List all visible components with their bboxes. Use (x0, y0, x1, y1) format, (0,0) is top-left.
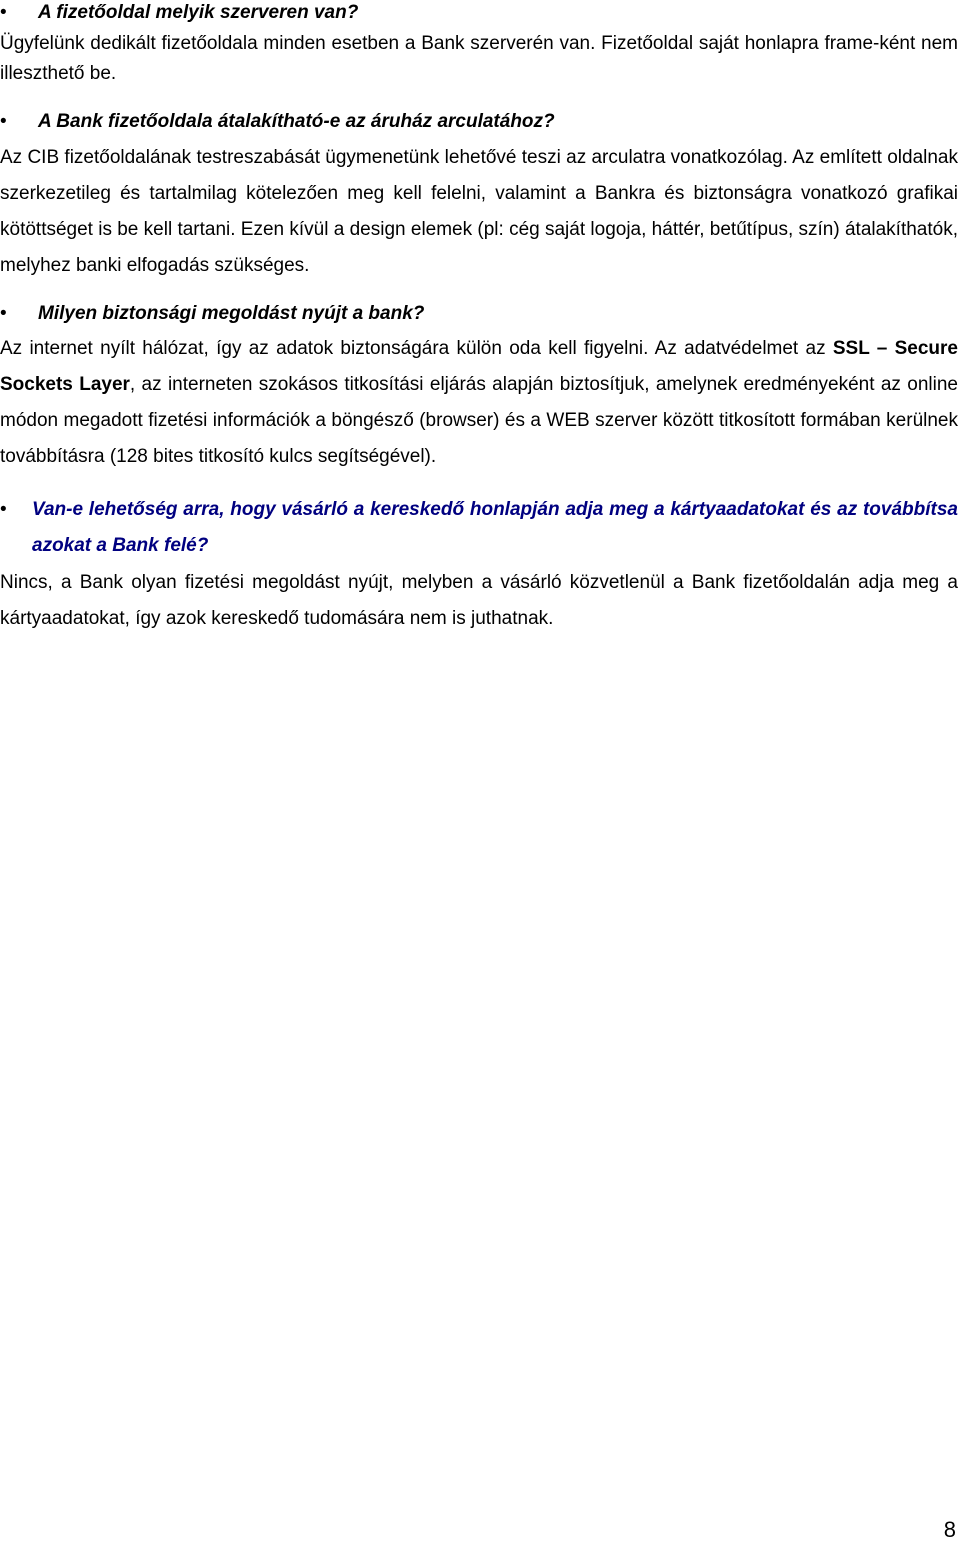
question-text: Milyen biztonsági megoldást nyújt a bank? (38, 303, 425, 324)
faq-question (0, 299, 958, 329)
bullet-icon: • (0, 111, 7, 132)
faq-question (0, 107, 958, 137)
document-page (0, 0, 958, 637)
ssl-term: SSL – Secure Sockets Layer (0, 338, 959, 395)
answer-text: , az interneten szokásos titkosítási eljárás alapján biztosítjuk, amelynek eredményeként az online módon megadott fizetési információk a böngésző (browser) és a WEB szerver között titkosított formában kerülnek továbbításra (128 bites titkosító kulcs segítségével). (0, 374, 958, 467)
faq-question (0, 492, 958, 564)
bullet-icon: • (0, 499, 7, 520)
page-number: 8 (943, 1517, 956, 1542)
question-text: Van-e lehetőség arra, hogy vásárló a kereskedő honlapján adja meg a kártyaadatokat és az továbbítsa azokat a Bank felé? (32, 499, 958, 556)
faq-answer (0, 331, 958, 475)
answer-text: Az internet nyílt hálózat, így az adatok biztonságára külön oda kell figyelni. Az adatvédelmet az (0, 338, 833, 359)
bullet-icon: • (0, 303, 7, 324)
question-text: A fizetőoldal melyik szerveren van? (38, 2, 359, 23)
question-text: A Bank fizetőoldala átalakítható-e az áruház arculatához? (38, 111, 555, 132)
faq-question (0, 0, 958, 28)
faq-answer: Nincs, a Bank olyan fizetési megoldást nyújt, melyben a vásárló közvetlenül a Bank fizetőoldalán adja meg a kártyaadatokat, így azok kereskedő tudomására nem is juthatnak. (0, 572, 958, 629)
faq-answer: Ügyfelünk dedikált fizetőoldala minden esetben a Bank szerverén van. Fizetőoldal saját honlapra frame-ként nem illeszthető be. (0, 33, 958, 84)
bullet-icon: • (0, 2, 7, 23)
faq-answer: Az CIB fizetőoldalának testreszabását ügymenetünk lehetővé teszi az arculatra vonatkozólag. Az említett oldalnak szerkezetileg és tartalmilag kötelezően meg kell felelni, valamint a Bankra és biztonságra vonatkozó grafikai kötöttséget is be kell tartani. Ezen kívül a design elemek (pl: cég saját logoja, háttér, betűtípus, szín) átalakíthatók, melyhez banki elfogadás szükséges. (0, 147, 958, 276)
